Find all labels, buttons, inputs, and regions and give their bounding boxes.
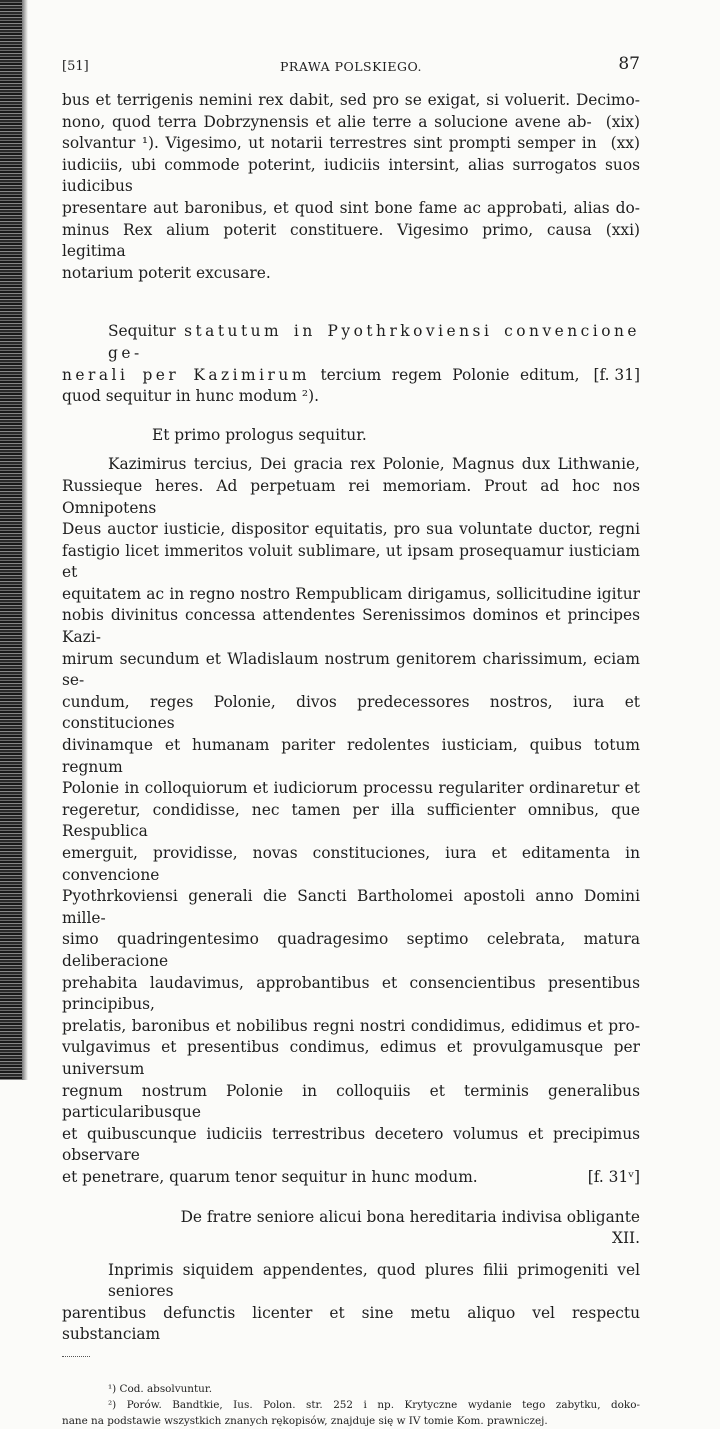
margin-note: (xix) xyxy=(605,112,640,131)
page-header xyxy=(62,50,640,84)
margin-note: (xxi) xyxy=(605,220,640,239)
footnotes xyxy=(62,1381,640,1429)
footnote-2-line: nane na podstawie wszystkich znanych rękopisów, znajduje się w IV tomie Kom. prawniczej. xyxy=(62,1415,548,1428)
margin-note: [f. 31ᵛ] xyxy=(587,1167,640,1186)
text-line: nobis divinitus concessa attendentes Serenissimos dominos et principes Kazi- xyxy=(62,606,640,647)
text-line: prehabita laudavimus, approbantibus et consencientibus presentibus principibus, xyxy=(62,973,640,1014)
margin-note: [f. 31] xyxy=(593,365,640,384)
text-line: Deus auctor iusticie, dispositor equitatis, pro sua voluntate ductor, regni xyxy=(62,520,640,539)
header-section-number: [51] xyxy=(62,59,89,74)
text-line: et quibuscunque iudiciis terrestribus decetero volumus et precipimus observare xyxy=(62,1124,640,1165)
text-line: Pyothrkoviensi generali die Sancti Bartholomei apostoli anno Domini mille- xyxy=(62,887,640,927)
page-number: 87 xyxy=(618,54,640,74)
text-line: cundum, reges Polonie, divos predecessores nostros, iura et constituciones xyxy=(62,692,640,733)
footnote-separator xyxy=(62,1356,90,1367)
text-line: regnum nostrum Polonie in colloquiis et terminis generalibus particularibusque xyxy=(62,1081,640,1122)
text-line: minus Rex alium poterit constituere. Vigesimo primo, causa legitima (xxi) xyxy=(62,220,640,261)
text-line: simo quadringentesimo quadragesimo septimo celebrata, matura deliberacione xyxy=(62,930,640,970)
text-line: regeretur, condidisse, nec tamen per illa sufficienter omnibus, que Respublica xyxy=(62,800,640,841)
text-line: presentare aut baronibus, et quod sint bone fame ac approbati, alias do- xyxy=(62,198,640,217)
text-line: solvantur ¹). Vigesimo, ut notarii terrestres sint prompti semper in (xx) xyxy=(62,133,640,155)
section-heading: De fratre seniore alicui bona hereditaria indivisa obligante XII. xyxy=(180,1207,640,1248)
text-line: parentibus defunctis licenter et sine metu aliquo vel respectu substanciam xyxy=(62,1303,640,1344)
text-line: nerali per Kazimirum tercium regem Polonie editum, [f. 31] xyxy=(62,365,640,387)
text-line: et penetrare, quarum tenor sequitur in hunc modum. [f. 31ᵛ] xyxy=(62,1167,640,1189)
text-line: iudiciis, ubi commode poterint, iudiciis intersint, alias surrogatos suos iudicibus xyxy=(62,155,640,196)
binding-shadow xyxy=(22,0,28,1080)
text-line: Kazimirus tercius, Dei gracia rex Polonie, Magnus dux Lithwanie, xyxy=(108,455,640,474)
prologus-heading: Et primo prologus sequitur. xyxy=(152,425,367,444)
text-line: nono, quod terra Dobrzynensis et alie terre a solucione avene ab- (xix) xyxy=(62,112,640,134)
spaced-title: statutum in Pyothrkoviensi convencione ge- xyxy=(108,322,640,362)
text-line: Russieque heres. Ad perpetuam rei memoriam. Prout ad hoc nos Omnipotens xyxy=(62,476,640,517)
text-line: equitatem ac in regno nostro Rempublicam dirigamus, sollicitudine igitur xyxy=(62,584,640,603)
text-line: Polonie in colloquiorum et iudiciorum processu regulariter ordinaretur et xyxy=(62,779,640,798)
running-title: PRAWA POLSKIEGO. xyxy=(280,59,422,74)
paragraph-decimononus xyxy=(62,90,640,284)
text-line: bus et terrigenis nemini rex dabit, sed pro se exigat, si voluerit. Decimo- xyxy=(62,91,640,109)
paragraph-prologus xyxy=(62,454,640,1188)
text-line: divinamque et humanam pariter redolentes iusticiam, quibus totum regnum xyxy=(62,736,640,776)
text-line: prelatis, baronibus et nobilibus regni nostri condidimus, edidimus et pro- xyxy=(62,1016,640,1035)
text-line: notarium poterit excusare. xyxy=(62,263,271,282)
text-line: fastigio licet immeritos voluit sublimare, ut ipsam prosequamur iusticiam et xyxy=(62,541,640,582)
text-line: Sequitur statutum in Pyothrkoviensi convencione ge- xyxy=(108,322,640,362)
text-line: quod sequitur in hunc modum ²). xyxy=(62,387,319,406)
book-binding-edge xyxy=(0,0,22,1080)
margin-note: (xx) xyxy=(610,134,640,153)
text-line: vulgavimus et presentibus condimus, edimus et provulgamusque per universum xyxy=(62,1038,640,1078)
footnote-1: ¹) Cod. absolvuntur. xyxy=(108,1383,212,1396)
spaced-title: nerali per Kazimirum xyxy=(62,365,310,384)
text-line: emerguit, providisse, novas constituciones, iura et editamenta in convencione xyxy=(62,844,640,884)
paragraph-statutum xyxy=(62,321,640,407)
text-line: Inprimis siquidem appendentes, quod plures filii primogeniti vel seniores xyxy=(108,1260,640,1301)
paragraph-inprimis xyxy=(62,1260,640,1346)
document-page xyxy=(62,50,640,1429)
text-line: mirum secundum et Wladislaum nostrum genitorem charissimum, eciam se- xyxy=(62,649,640,690)
footnote-2-line: ²) Porów. Bandtkie, Ius. Polon. str. 252 i np. Krytyczne wydanie tego zabytku, doko- xyxy=(108,1399,640,1412)
